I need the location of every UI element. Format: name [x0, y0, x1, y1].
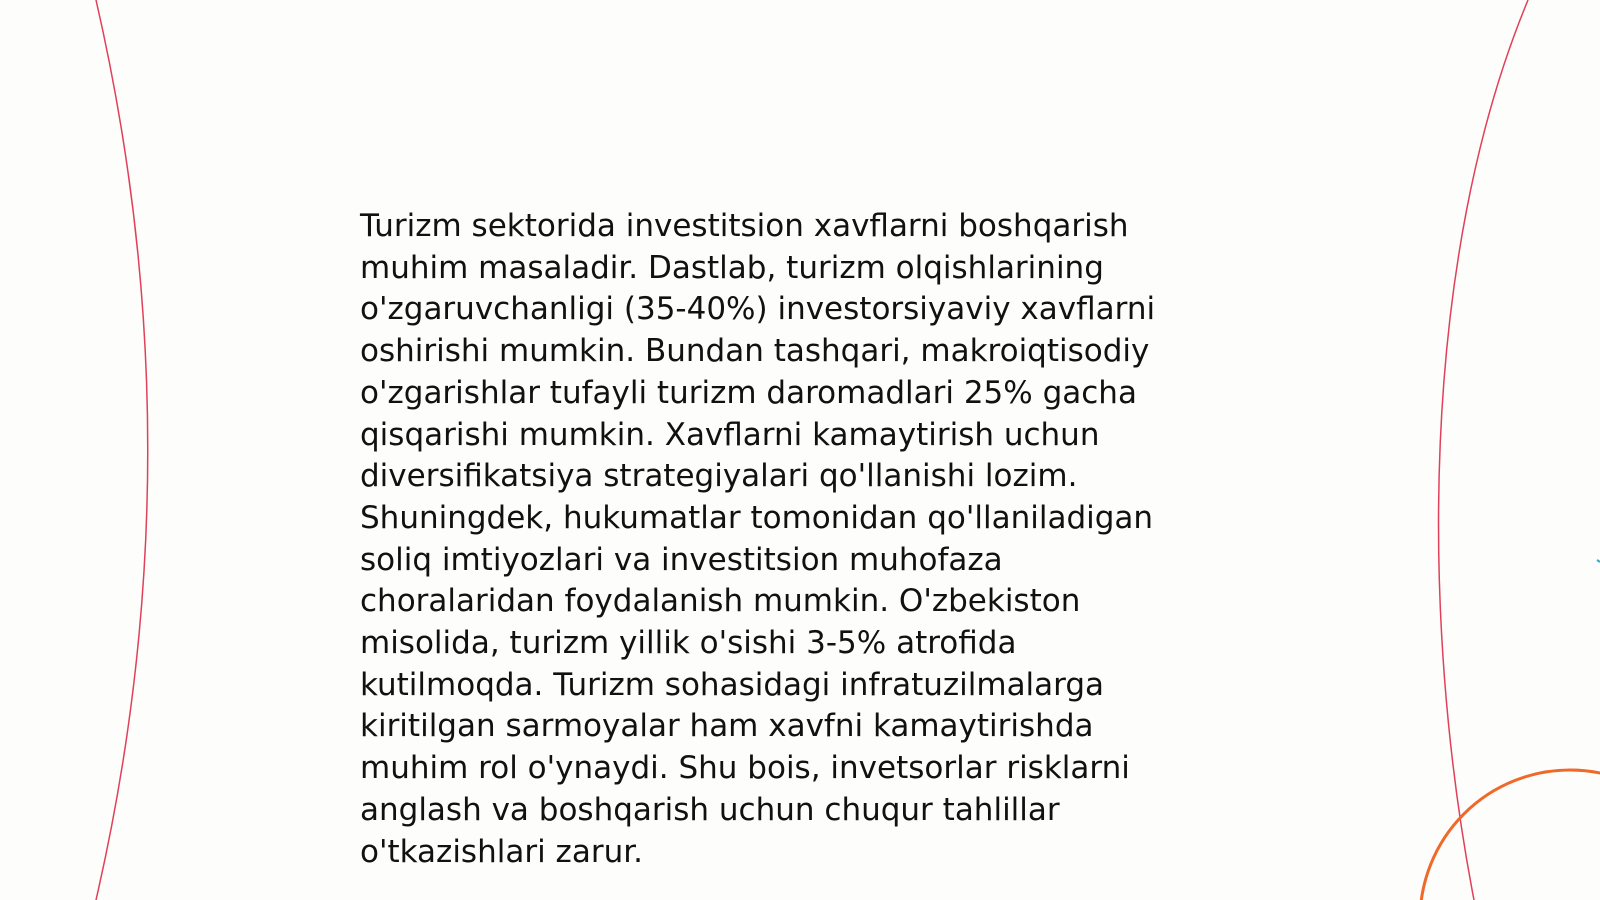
body-paragraph: Turizm sektorida investitsion xavflarni boshqarish muhim masaladir. Dastlab, turizm olqishlarining o'zgaruvchanligi (35-40%) investorsiyaviy xavflarni oshirishi mumkin. Bundan tashqari, makroiqtisodiy o'zgarishlar tufayli turizm daromadlari 25% gacha qisqarishi mumkin. Xavflarni kamaytirish uchun diversifikatsiya strategiyalari qo'llanishi lozim. Shuningdek, hukumatlar tomonidan qo'llaniladigan soliq imtiyozlari va investitsion muhofaza choralaridan foydalanish mumkin. O'zbekiston misolida, turizm yillik o'sishi 3-5% atrofida kutilmoqda. Turizm sohasidagi infratuzilmalarga kiritilgan sarmoyalar ham xavfni kamaytirishda muhim rol o'ynaydi. Shu bois, invetsorlar risklarni anglash va boshqarish uchun chuqur tahlillar o'tkazishlari zarur. — [360, 208, 1156, 870]
left-curve-line — [96, 0, 148, 900]
orange-arc — [1420, 770, 1600, 900]
right-curve-line — [1439, 0, 1528, 900]
